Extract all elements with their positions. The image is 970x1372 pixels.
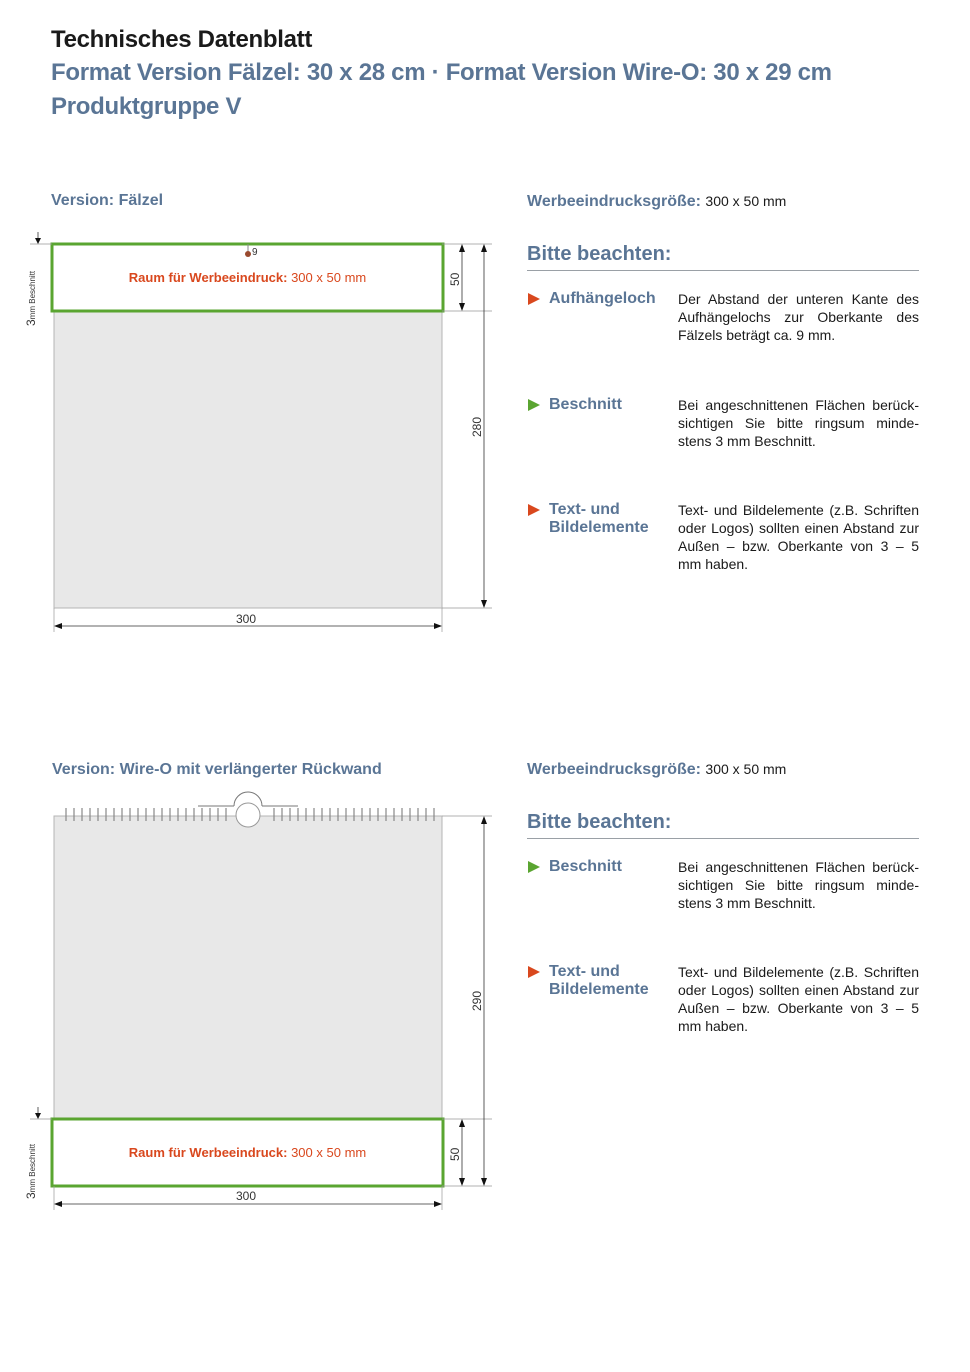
item-label: Beschnitt bbox=[549, 396, 622, 413]
wireo-height-label: 290 bbox=[470, 990, 484, 1011]
hole-dim-label: 9 bbox=[252, 247, 258, 258]
wireo-ad-height-label: 50 bbox=[448, 1147, 462, 1161]
orange-arrow-icon bbox=[528, 966, 540, 978]
section1-title: Version: Fälzel bbox=[51, 192, 164, 209]
faelzel-ad-label: Raum für Werbeeindruck: 300 x 50 mm bbox=[128, 270, 367, 285]
green-arrow-icon bbox=[528, 861, 540, 873]
item-label: Beschnitt bbox=[549, 858, 622, 875]
faelzel-height-label: 280 bbox=[470, 416, 484, 437]
wireo-calendar-sheet bbox=[54, 816, 442, 1119]
faelzel-ad-height-label: 50 bbox=[448, 272, 462, 286]
item-text: Text- und Bildelemente (z.B. Schriften oder Logos) sollten einen Abstand zur Außen – bzw. Oberkante von 3 – 5 mm haben. bbox=[678, 502, 919, 572]
item-label: Text- und Bildelemente bbox=[549, 963, 649, 998]
faelzel-width-label: 300 bbox=[236, 612, 257, 626]
section1-ad-size: Werbeeindrucksgröße: 300 x 50 mm bbox=[527, 193, 787, 210]
page-title: Technisches Datenblatt bbox=[51, 26, 313, 53]
item-text: Der Abstand der unteren Kante des Aufhängelochs zur Oberkante des Fälzels beträgt ca. 9 mm. bbox=[678, 291, 919, 343]
item-label: Text- und Bildelemente bbox=[549, 501, 649, 536]
section2-title: Version: Wire-O mit verlängerter Rückwand bbox=[52, 761, 382, 778]
section2-ad-size: Werbeeindrucksgröße: 300 x 50 mm bbox=[527, 761, 787, 778]
section1-notice-heading: Bitte beachten: bbox=[527, 243, 672, 265]
item-text: Text- und Bildelemente (z.B. Schriften oder Logos) sollten einen Abstand zur Außen – bzw. Oberkante von 3 – 5 mm haben. bbox=[678, 964, 919, 1034]
section2-notice-heading: Bitte beachten: bbox=[527, 811, 672, 833]
hanger-cutout-icon bbox=[236, 803, 260, 827]
wireo-bleed-label: 3mm Beschnitt bbox=[24, 1143, 38, 1199]
format-subtitle: Format Version Fälzel: 30 x 28 cm · Format Version Wire-O: 30 x 29 cm bbox=[51, 59, 832, 86]
item-text: Bei angeschnittenen Flächen berück-sichtigen Sie bitte ringsum minde-stens 3 mm Beschnitt. bbox=[678, 859, 919, 911]
wireo-width-label: 300 bbox=[236, 1189, 257, 1203]
item-text: Bei angeschnittenen Flächen berück-sichtigen Sie bitte ringsum minde-stens 3 mm Beschnitt. bbox=[678, 397, 919, 449]
faelzel-bleed-label: 3mm Beschnitt bbox=[24, 270, 38, 326]
item-label: Aufhängeloch bbox=[549, 290, 656, 307]
wireo-ad-label: Raum für Werbeeindruck: 300 x 50 mm bbox=[128, 1145, 367, 1160]
divider bbox=[527, 838, 919, 839]
product-group: Produktgruppe V bbox=[51, 93, 242, 120]
